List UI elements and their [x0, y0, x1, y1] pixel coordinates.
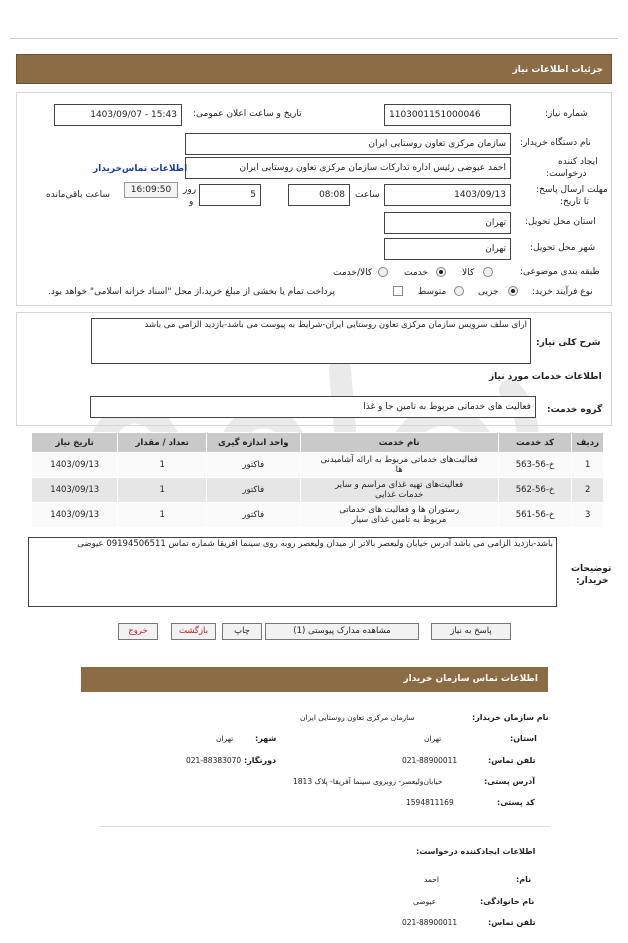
row-unit: فاکتور: [206, 503, 300, 528]
contact-address: خیابان‌ولیعصر- روبروی سینما آفریقا- پلاک 1813: [293, 777, 443, 786]
table-row: [32, 453, 604, 478]
row-name-line-2: ها: [395, 465, 403, 475]
row-index: 3: [572, 503, 604, 528]
need-number-field: 1103001151000046: [384, 104, 511, 126]
row-unit: فاکتور: [206, 453, 300, 478]
exit-button[interactable]: خروج: [118, 623, 158, 640]
row-code: خ-56-563: [498, 453, 572, 478]
reply-button[interactable]: پاسخ به نیاز: [431, 623, 511, 640]
row-date: 1403/09/13: [32, 478, 118, 503]
print-button[interactable]: چاپ: [222, 623, 262, 640]
days-field: 5: [199, 184, 261, 206]
table-row: [32, 478, 604, 503]
buyer-contact-link[interactable]: اطلاعات تماس‌خریدار: [93, 164, 188, 174]
row-code: خ-56-561: [498, 503, 572, 528]
contact-province-label: استان:: [510, 734, 537, 743]
creator-family: عیوضی: [413, 897, 437, 906]
day-label: روز: [183, 185, 197, 195]
contact-postal-label: کد پستی:: [497, 798, 535, 807]
process-label: نوع فرآیند خرید:: [532, 287, 593, 297]
creator-label-1: ایجاد کننده: [558, 157, 598, 167]
row-name-line-2: مربوط به تامین غذای سیار: [351, 515, 447, 525]
contact-fax-label: دورنگار:: [244, 756, 277, 765]
page-header: [16, 54, 612, 84]
col-name: نام خدمت: [300, 433, 498, 453]
col-unit: واحد اندازه گیری: [206, 433, 300, 453]
row-name: [300, 478, 498, 503]
table-row: [32, 503, 604, 528]
services-table-header: [32, 433, 604, 453]
remaining-time-field: 16:09:50: [124, 182, 178, 198]
contact-org: سازمان مرکزی تعاون روستایی ایران: [300, 713, 415, 722]
row-code: خ-56-562: [498, 478, 572, 503]
contact-city: تهران: [216, 734, 234, 743]
need-number-label: شماره نیاز:: [545, 109, 588, 119]
description-field: ارای سلف سرویس سازمان مرکزی تعاون روستایی ایران-شرایط به پیوست می باشد-بازدید الزامی می باشد: [91, 318, 531, 364]
service-group-field: فعالیت های خدماتی مربوط به تامین جا و غذا: [90, 396, 536, 418]
contact-divider: [100, 826, 550, 827]
buyer-notes-label-2: خریدار:: [576, 576, 609, 586]
process-radio-medium[interactable]: [454, 286, 464, 296]
category-option-both: کالا/خدمت: [333, 268, 373, 278]
deadline-time-field: 08:08: [288, 184, 350, 206]
row-name-line-1: فعالیت‌های خدماتی مربوط به ارائه آشامیدنی: [320, 455, 478, 465]
contact-title: اطلاعات تماس سازمان خریدار: [403, 674, 538, 684]
buyer-org-label: نام دستگاه خریدار:: [520, 138, 591, 148]
row-index: 2: [572, 478, 604, 503]
category-option-service: خدمت: [404, 268, 428, 278]
row-index: 1: [572, 453, 604, 478]
row-qty: 1: [118, 453, 206, 478]
announce-label: تاریخ و ساعت اعلان عمومی:: [193, 109, 302, 119]
payment-note: پرداخت تمام یا بخشی از مبلغ خرید،از محل "اسناد خزانه اسلامی" خواهد بود.: [48, 287, 336, 297]
row-name: [300, 503, 498, 528]
col-code: کد خدمت: [498, 433, 572, 453]
creator-field: احمد عیوضی رئیس اداره تدارکات سازمان مرکزی تعاون روستایی ایران: [185, 157, 511, 179]
row-name-line-2: خدمات غذایی: [375, 490, 424, 500]
contact-header: [81, 667, 548, 692]
col-qty: تعداد / مقدار: [118, 433, 206, 453]
page-title: جزئیات اطلاعات نیاز: [512, 65, 603, 75]
attachments-button[interactable]: مشاهده مدارک پیوستی (1): [265, 623, 419, 640]
process-option-minor: جزیی: [478, 287, 499, 297]
services-title: اطلاعات خدمات مورد نیاز: [489, 372, 602, 382]
creator-phone: 021-88900011: [402, 918, 458, 927]
creator-label-2: درخواست:: [546, 169, 587, 179]
category-radio-both[interactable]: [378, 267, 388, 277]
row-qty: 1: [118, 478, 206, 503]
contact-postal: 1594811169: [406, 798, 454, 807]
process-option-medium: متوسط: [418, 287, 447, 297]
creator-name: احمد: [424, 875, 439, 884]
col-date: تاریخ نیاز: [32, 433, 118, 453]
row-unit: فاکتور: [206, 478, 300, 503]
deadline-label-1: مهلت ارسال پاسخ:: [536, 185, 608, 195]
province-field: تهران: [384, 212, 511, 234]
deadline-label-2: تا تاریخ:: [560, 197, 590, 207]
remaining-label: ساعت باقی‌مانده: [46, 190, 110, 200]
process-radio-minor[interactable]: [508, 286, 518, 296]
category-option-goods: کالا: [462, 268, 475, 278]
services-table: [31, 432, 604, 528]
day-suffix: و: [189, 197, 194, 207]
back-button[interactable]: بازگشت: [171, 623, 216, 640]
category-label: طبقه بندی موضوعی:: [520, 267, 600, 277]
buyer-org-field: سازمان مرکزی تعاون روستایی ایران: [185, 133, 511, 155]
category-radio-service[interactable]: [436, 267, 446, 277]
announce-field: 1403/09/07 - 15:43: [54, 104, 182, 126]
creator-name-label: نام:: [516, 875, 532, 884]
creator-info-title: اطلاعات ایجادکننده درخواست:: [416, 847, 536, 856]
city-field: تهران: [384, 238, 511, 260]
city-label: شهر محل تحویل:: [530, 243, 596, 253]
row-name: [300, 453, 498, 478]
buyer-notes-field: باشد-بازدید الزامی می باشد آدرس خیابان ولیعصر بالاتر از میدان ولیعصر روبه روی سینما افریقا شماره تماس 09194506511 عیوضی: [28, 537, 557, 607]
contact-city-label: شهر:: [255, 734, 277, 743]
category-radio-goods[interactable]: [483, 267, 493, 277]
buyer-notes-label-1: توضیحات: [571, 564, 612, 574]
payment-checkbox[interactable]: [393, 286, 403, 296]
contact-address-label: آدرس پستی:: [484, 777, 535, 786]
service-group-label: گروه خدمت:: [547, 405, 603, 415]
contact-phone-label: تلفن تماس:: [488, 756, 536, 765]
row-qty: 1: [118, 503, 206, 528]
row-name-line-1: رستوران ها و فعالیت های خدماتی: [339, 505, 460, 515]
time-label: ساعت: [355, 190, 380, 200]
creator-phone-label: تلفن تماس:: [488, 918, 536, 927]
description-label: شرح کلی نیاز:: [536, 338, 601, 348]
creator-family-label: نام خانوادگی:: [480, 897, 535, 906]
deadline-date-field: 1403/09/13: [384, 184, 511, 206]
province-label: استان محل تحویل:: [525, 217, 596, 227]
contact-phone: 021-88900011: [402, 756, 458, 765]
contact-fax: 021-88383070: [186, 756, 242, 765]
row-date: 1403/09/13: [32, 453, 118, 478]
col-row: ردیف: [572, 433, 604, 453]
row-name-line-1: فعالیت‌های تهیه غذای مراسم و سایر: [335, 480, 464, 490]
contact-org-label: نام سازمان خریدار:: [472, 713, 549, 722]
top-divider: [10, 38, 618, 39]
contact-province: تهران: [424, 734, 442, 743]
row-date: 1403/09/13: [32, 503, 118, 528]
